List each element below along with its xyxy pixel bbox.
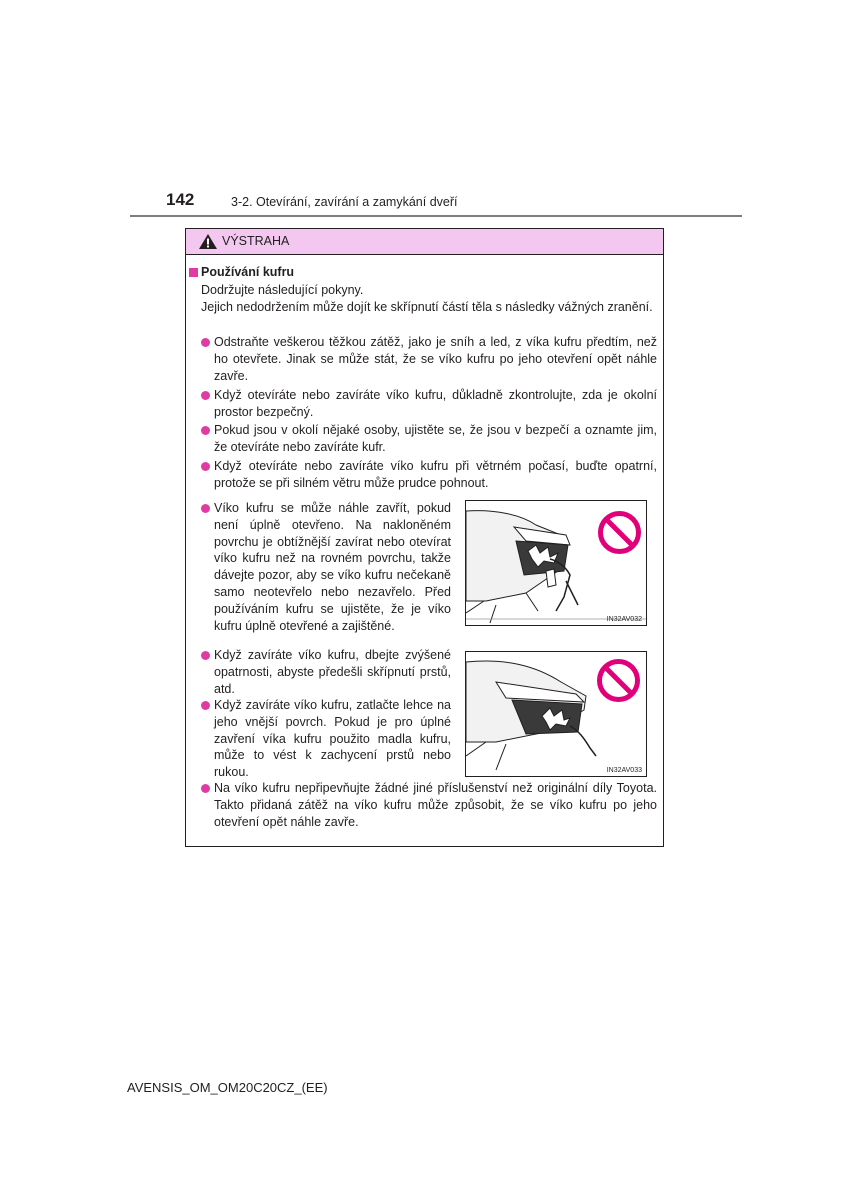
topic-heading: Používání kufru xyxy=(201,265,295,279)
prohibition-icon xyxy=(597,510,642,555)
bullet-item: Když otevíráte nebo zavíráte víko kufru při větrném počasí, buďte opatrní, protože se při silném větru může prudce pohnout. xyxy=(203,458,657,492)
bullet-item: Když zavíráte víko kufru, dbejte zvýšené opatrnosti, abyste předešli skřípnutí prstů, atd. xyxy=(203,647,451,697)
page-number: 142 xyxy=(166,190,195,209)
bullet-dot-icon xyxy=(201,504,210,513)
section-title: 3-2. Otevírání, zavírání a zamykání dveří xyxy=(231,195,458,209)
bullet-item: Pokud jsou v okolí nějaké osoby, ujistěte se, že jsou v bezpečí a oznamte jim, že otevíráte nebo zavíráte kufr. xyxy=(203,422,657,456)
bullet-dot-icon xyxy=(201,426,210,435)
bullet-item: Když otevíráte nebo zavíráte víko kufru, důkladně zkontrolujte, zda je okolní prostor bezpečný. xyxy=(203,387,657,421)
bullet-item: Když zavíráte víko kufru, zatlačte lehce na jeho vnější povrch. Pokud je pro úplné zavření víka kufru použito madla kufru, může to vést k zachycení prstů nebo rukou. xyxy=(203,697,451,781)
figure-code: IN32AV032 xyxy=(606,616,642,623)
figure-trunk-slope xyxy=(465,500,647,626)
bullet-item: Odstraňte veškerou těžkou zátěž, jako je sníh a led, z víka kufru předtím, než ho otevřete. Jinak se může stát, že se víko kufru po jeho otevření opět náhle zavře. xyxy=(203,334,657,384)
warning-header xyxy=(186,229,663,255)
figure-trunk-fingers xyxy=(465,651,647,777)
bullet-dot-icon xyxy=(201,338,210,347)
bullet-dot-icon xyxy=(201,701,210,710)
bullet-dot-icon xyxy=(201,651,210,660)
bullet-dot-icon xyxy=(201,391,210,400)
warning-title: VÝSTRAHA xyxy=(222,234,290,248)
bullet-dot-icon xyxy=(201,784,210,793)
bullet-item: Víko kufru se může náhle zavřít, pokud není úplně otevřeno. Na nakloněném povrchu je obtížnější zavírat nebo otevírat víko kufru než na rovném povrchu, takže dávejte pozor, aby se víko kufru nečekaně samo neotevřelo nebo nezavřelo. Před používáním kufru se ujistěte, že je víko kufru úplně otevřené a zajištěné. xyxy=(203,500,451,634)
topic-square-icon xyxy=(189,268,198,277)
figure-code: IN32AV033 xyxy=(606,767,642,774)
bullet-dot-icon xyxy=(201,462,210,471)
document-code: AVENSIS_OM_OM20C20CZ_(EE) xyxy=(127,1080,328,1095)
bullet-item: Na víko kufru nepřipevňujte žádné jiné příslušenství než originální díly Toyota. Takto přidaná zátěž na víko kufru může způsobit, že se víko kufru po jeho otevření opět náhle zavře. xyxy=(203,780,657,830)
prohibition-icon xyxy=(596,658,641,703)
intro-text: Dodržujte následující pokyny. Jejich nedodržením může dojít ke skřípnutí částí těla s následky vážných zranění. xyxy=(201,283,653,314)
warning-triangle-icon xyxy=(198,233,218,250)
header-rule xyxy=(130,215,742,217)
